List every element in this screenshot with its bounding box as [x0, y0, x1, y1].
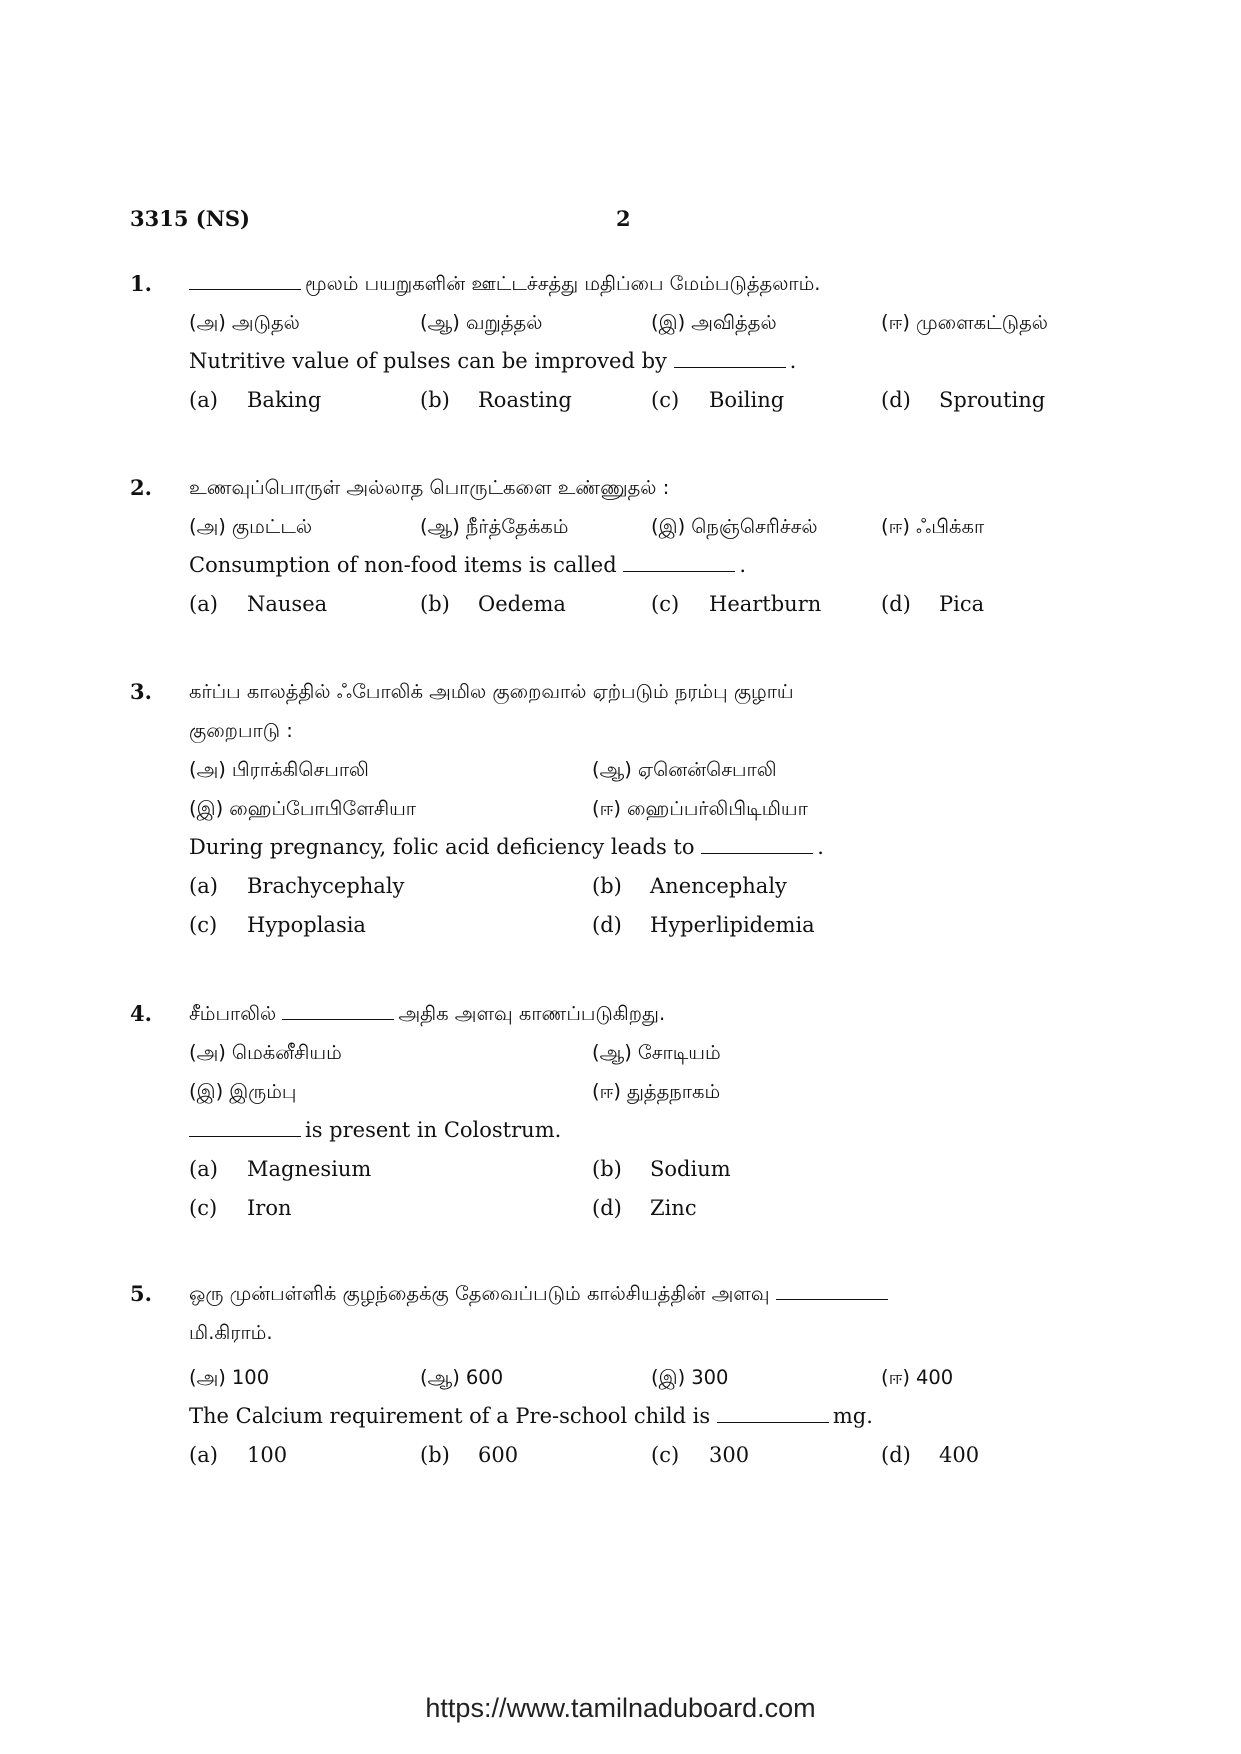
option-d: (d) 400 — [881, 1443, 980, 1467]
tamil-options — [189, 303, 1110, 342]
option-tamil-i: (இ) இரும்பு — [189, 1080, 297, 1103]
option-d: (d) Pica — [881, 592, 985, 616]
answer-blank — [189, 1118, 301, 1137]
option-c: (c) Heartburn — [651, 592, 822, 616]
option-c: (c) 300 — [651, 1443, 750, 1467]
option-b: (b) Anencephaly — [592, 874, 787, 898]
question-3 — [130, 672, 1110, 945]
option-tamil-a: (அ) மெக்னீசியம் — [189, 1041, 342, 1064]
question-tamil-line1: கர்ப்ப காலத்தில் ஃபோலிக் அமில குறைவால் ஏற்படும் நரம்பு குழாய் — [189, 680, 794, 703]
question-tamil: சீம்பாலில் அதிக அளவு காணப்படுகிறது. — [189, 1002, 666, 1025]
option-tamil-i: (இ) நெஞ்செரிச்சல் — [651, 515, 818, 538]
option-tamil-aa: (ஆ) நீர்த்தேக்கம் — [420, 515, 569, 538]
question-number: 4. — [130, 1001, 152, 1026]
option-d: (d) Hyperlipidemia — [592, 913, 815, 937]
option-tamil-ii: (ஈ) ஃபிக்கா — [881, 515, 985, 538]
option-tamil-aa: (ஆ) ஏனென்செபாலி — [592, 758, 777, 781]
question-tamil-text: உணவுப்பொருள் அல்லாத பொருட்களை உண்ணுதல் : — [189, 476, 670, 499]
option-d: (d) Sprouting — [881, 388, 1046, 412]
option-tamil-aa: (ஆ) சோடியம் — [592, 1041, 721, 1064]
option-tamil-aa: (ஆ) 600 — [420, 1366, 504, 1389]
english-options — [189, 1436, 1110, 1475]
option-b: (b) 600 — [420, 1443, 519, 1467]
english-options-row2 — [189, 1189, 1110, 1228]
english-options-row1 — [189, 867, 1110, 906]
footer-url[interactable]: https://www.tamilnaduboard.com — [425, 1693, 816, 1723]
option-a: (a) Nausea — [189, 592, 328, 616]
tamil-options-row1 — [189, 1033, 1110, 1072]
question-english: Consumption of non-food items is called . — [189, 553, 747, 577]
option-c: (c) Iron — [189, 1196, 292, 1220]
option-d: (d) Zinc — [592, 1196, 697, 1220]
question-tamil — [189, 264, 1110, 303]
question-4 — [130, 994, 1110, 1228]
answer-blank — [189, 271, 301, 290]
option-tamil-a: (அ) அடுதல் — [189, 311, 300, 334]
option-tamil-i: (இ) அவித்தல் — [651, 311, 777, 334]
page-number: 2 — [616, 206, 631, 231]
tamil-options — [189, 507, 1110, 546]
question-tamil-line2: மி.கிராம். — [189, 1321, 273, 1344]
option-tamil-ii: (ஈ) 400 — [881, 1366, 954, 1389]
question-number: 3. — [130, 679, 152, 704]
option-c: (c) Hypoplasia — [189, 913, 366, 937]
question-1 — [130, 264, 1110, 420]
tamil-options-row1 — [189, 750, 1110, 789]
english-options — [189, 585, 1110, 624]
question-tamil-line2: குறைபாடு : — [189, 719, 293, 742]
tamil-options — [189, 1358, 1110, 1397]
option-a: (a) Brachycephaly — [189, 874, 405, 898]
question-english: During pregnancy, folic acid deficiency leads to . — [189, 835, 824, 859]
option-tamil-ii: (ஈ) ஹைப்பர்லிபிடிமியா — [592, 797, 808, 820]
option-a: (a) 100 — [189, 1443, 288, 1467]
option-tamil-ii: (ஈ) முளைகட்டுதல் — [881, 311, 1048, 334]
option-b: (b) Oedema — [420, 592, 566, 616]
option-a: (a) Baking — [189, 388, 322, 412]
english-options — [189, 381, 1110, 420]
option-tamil-aa: (ஆ) வறுத்தல் — [420, 311, 543, 334]
answer-blank — [701, 835, 813, 854]
answer-blank — [776, 1281, 888, 1300]
question-tamil-line1: ஒரு முன்பள்ளிக் குழந்தைக்கு தேவைப்படும் கால்சியத்தின் அளவு — [189, 1274, 1110, 1313]
tamil-options-row2 — [189, 789, 1110, 828]
option-b: (b) Roasting — [420, 388, 572, 412]
question-2 — [130, 468, 1110, 624]
option-b: (b) Sodium — [592, 1157, 731, 1181]
option-tamil-a: (அ) பிராக்கிசெபாலி — [189, 758, 369, 781]
english-options-row1 — [189, 1150, 1110, 1189]
question-number: 1. — [130, 271, 152, 296]
option-c: (c) Boiling — [651, 388, 785, 412]
answer-blank — [674, 349, 786, 368]
answer-blank — [282, 1001, 394, 1020]
question-english: The Calcium requirement of a Pre-school child is mg. — [189, 1404, 873, 1428]
option-tamil-i: (இ) ஹைப்போபிளேசியா — [189, 797, 416, 820]
tamil-options-row2 — [189, 1072, 1110, 1111]
question-5 — [130, 1274, 1110, 1475]
question-number: 2. — [130, 475, 152, 500]
question-english: Nutritive value of pulses can be improved by . — [189, 349, 797, 373]
question-number: 5. — [130, 1281, 152, 1306]
question-english: is present in Colostrum. — [189, 1111, 1110, 1150]
answer-blank — [717, 1404, 829, 1423]
option-tamil-i: (இ) 300 — [651, 1366, 729, 1389]
question-tamil-text: மூலம் பயறுகளின் ஊட்டச்சத்து மதிப்பை மேம்படுத்தலாம். — [305, 272, 821, 295]
answer-blank — [623, 553, 735, 572]
page-header — [130, 206, 1110, 236]
english-options-row2 — [189, 906, 1110, 945]
paper-code: 3315 (NS) — [130, 206, 250, 231]
option-tamil-a: (அ) குமட்டல் — [189, 515, 313, 538]
option-tamil-a: (அ) 100 — [189, 1366, 270, 1389]
option-a: (a) Magnesium — [189, 1157, 372, 1181]
option-tamil-ii: (ஈ) துத்தநாகம் — [592, 1080, 721, 1103]
